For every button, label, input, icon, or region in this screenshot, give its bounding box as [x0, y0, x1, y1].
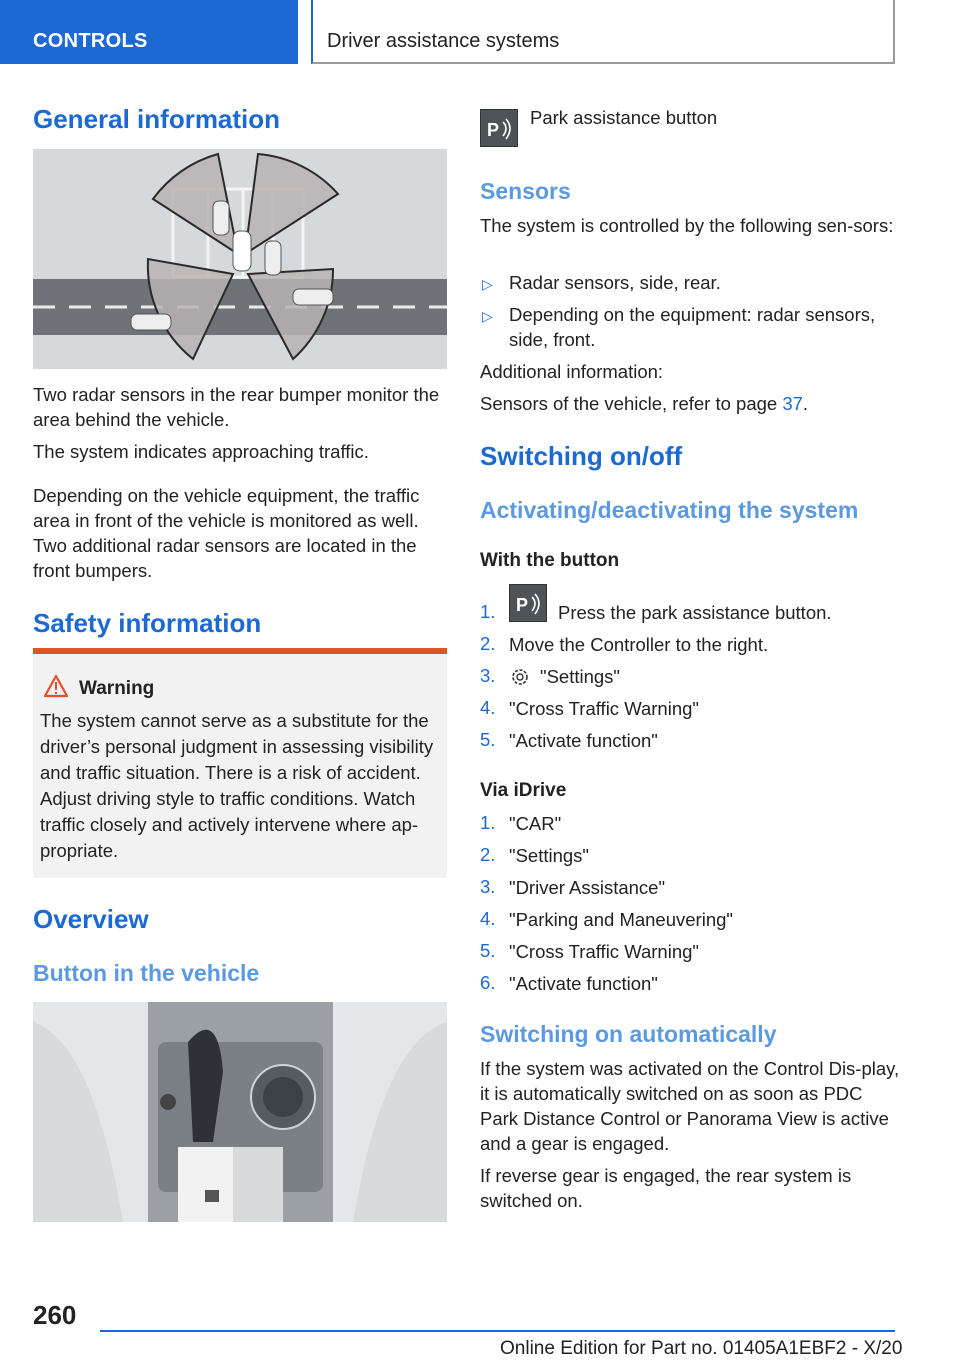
button-step-1: Press the park assistance button.	[558, 602, 832, 623]
sensor-item-1: Radar sensors, side, rear.	[509, 272, 721, 293]
svg-text:P: P	[487, 120, 500, 140]
overview-heading: Overview	[33, 904, 149, 934]
sensors-reference-end: .	[802, 393, 809, 414]
automatic-paragraph-1: If the system was activated on the Control Dis‐play, it is automatically switched on as soon as PDC Park Distance Control or Panorama View is active and a gear is engaged.	[480, 1058, 900, 1154]
footer-rule	[100, 1330, 895, 1332]
idrive-step-5: "Cross Traffic Warning"	[509, 941, 699, 962]
sensors-reference	[480, 391, 808, 416]
step-number: 3.	[480, 665, 496, 686]
button-step-2: Move the Controller to the right.	[509, 634, 769, 655]
sensors-intro: The system is controlled by the following sen‐sors:	[480, 215, 894, 236]
idrive-step-1: "CAR"	[509, 813, 562, 834]
step-number: 2.	[480, 633, 496, 654]
step-number: 1.	[480, 812, 496, 833]
header-chapter-box	[311, 0, 895, 64]
warning-title: Warning	[79, 678, 155, 699]
button-step-5: "Activate function"	[509, 730, 658, 751]
park-assist-p-icon	[510, 585, 546, 621]
center-console-svg	[33, 1002, 447, 1222]
header-chapter-label: Driver assistance systems	[327, 30, 560, 52]
idrive-step-4: "Parking and Maneuvering"	[509, 909, 733, 930]
park-assistance-button-icon	[509, 584, 547, 622]
header-section-label: CONTROLS	[33, 30, 148, 52]
page-37-link[interactable]: 37	[782, 393, 803, 414]
switching-on-automatically-heading: Switching on automatically	[480, 1021, 777, 1047]
with-the-button-heading: With the button	[480, 550, 620, 571]
general-paragraph-3: Depending on the vehicle equipment, the traffic area in front of the vehicle is monitored as well. Two additional radar sensors are located in the front bumpers.	[33, 485, 420, 581]
step-number: 5.	[480, 940, 496, 961]
page-number: 260	[33, 1300, 77, 1330]
warning-triangle-icon	[43, 674, 69, 698]
automatic-paragraph-2: If reverse gear is engaged, the rear system is switched on.	[480, 1165, 852, 1211]
general-information-heading: General information	[33, 104, 281, 134]
button-in-vehicle-heading: Button in the vehicle	[33, 960, 260, 986]
additional-information-label: Additional information:	[480, 361, 664, 382]
step-number: 5.	[480, 729, 496, 750]
idrive-step-3: "Driver Assistance"	[509, 877, 666, 898]
bullet-triangle-icon: ▷	[482, 276, 493, 292]
via-idrive-heading: Via iDrive	[480, 780, 567, 801]
warning-text: The system cannot serve as a substitute for the driver’s personal judgment in assessing visibility and traffic situation. There is a risk of accident. Adjust driving style to traffic conditions. Watch traffic closely and actively intervene where ap‐propriate.	[40, 710, 434, 861]
step-number: 6.	[480, 972, 496, 993]
step-number: 2.	[480, 844, 496, 865]
header-section-tab	[0, 0, 298, 64]
activating-deactivating-heading: Activating/deactivating the system	[480, 497, 859, 523]
idrive-step-6: "Activate function"	[509, 973, 658, 994]
radar-coverage-svg	[33, 149, 447, 369]
step-number: 4.	[480, 697, 496, 718]
park-assistance-button-icon	[480, 109, 518, 147]
footer-edition: Online Edition for Part no. 01405A1EBF2 - X/20	[500, 1338, 903, 1359]
gear-icon	[509, 666, 531, 688]
safety-information-heading: Safety information	[33, 608, 262, 638]
button-step-3: "Settings"	[540, 666, 620, 687]
sensors-heading: Sensors	[480, 178, 571, 204]
sensor-item-2: Depending on the equipment: radar sensors, side, front.	[509, 304, 876, 350]
button-step-4: "Cross Traffic Warning"	[509, 698, 699, 719]
svg-text:P: P	[516, 595, 529, 615]
step-number: 3.	[480, 876, 496, 897]
bullet-triangle-icon: ▷	[482, 308, 493, 324]
warning-box	[33, 648, 447, 878]
idrive-step-2: "Settings"	[509, 845, 589, 866]
step-number: 4.	[480, 908, 496, 929]
park-assist-p-icon	[481, 110, 517, 146]
switching-on-off-heading: Switching on/off	[480, 441, 683, 471]
sensors-reference-text: Sensors of the vehicle, refer to page	[480, 393, 783, 414]
general-paragraph-1: Two radar sensors in the rear bumper monitor the area behind the vehicle.	[33, 384, 440, 430]
step-number: 1.	[480, 601, 496, 622]
radar-coverage-illustration	[33, 149, 447, 369]
park-assistance-button-label: Park assistance button	[530, 107, 718, 128]
warning-bar	[33, 648, 447, 654]
center-console-illustration	[33, 1002, 447, 1222]
general-paragraph-2: The system indicates approaching traffic.	[33, 441, 369, 462]
